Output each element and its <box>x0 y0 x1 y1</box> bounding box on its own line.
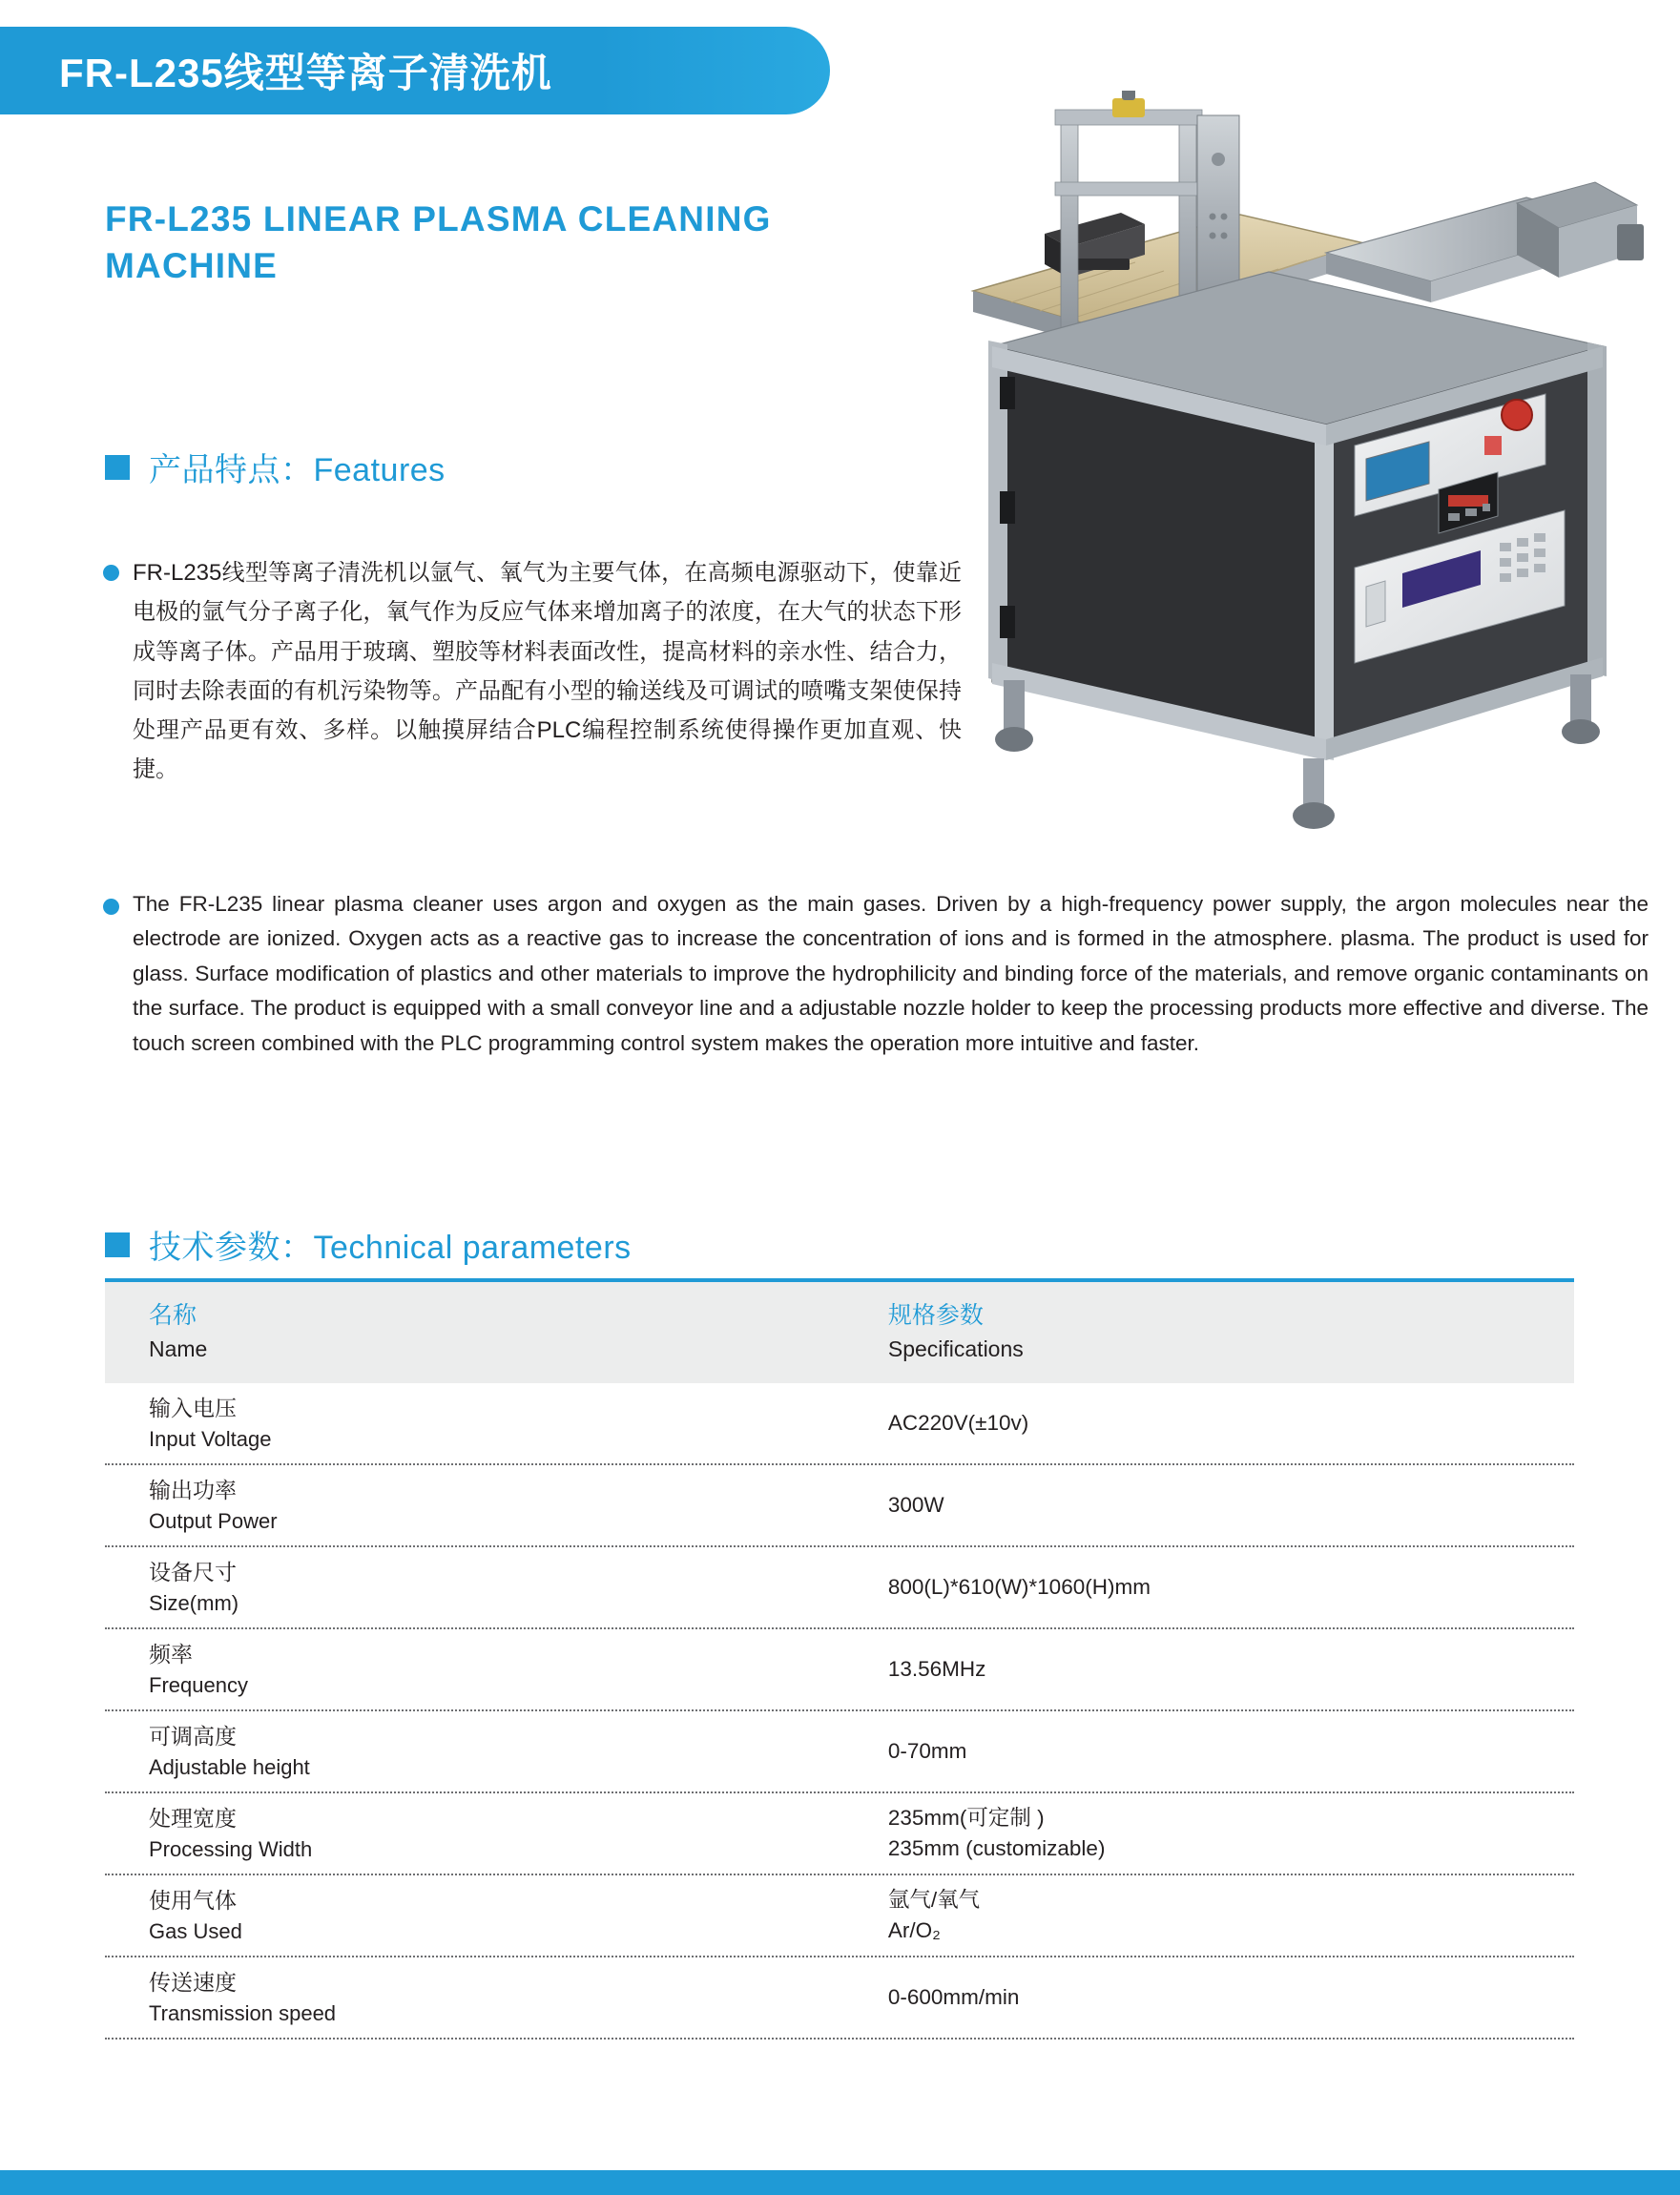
table-row <box>105 1383 1574 1465</box>
table-cell-name <box>105 1967 844 2029</box>
table-header-spec-en: Specifications <box>887 1336 1024 1361</box>
feature-paragraph-cn <box>103 553 962 790</box>
table-body <box>105 1383 1574 2040</box>
param-name-cn: 可调高度 <box>149 1723 237 1749</box>
param-value: 300W <box>887 1492 944 1517</box>
square-bullet-icon <box>105 455 130 480</box>
param-name-cn: 传送速度 <box>149 1969 237 1995</box>
table-cell-spec <box>844 1982 1574 2014</box>
product-title-en: FR-L235 LINEAR PLASMA CLEANING MACHINE <box>105 199 772 286</box>
param-name-cn: 频率 <box>149 1641 193 1667</box>
machine-illustration <box>954 91 1650 854</box>
feature-paragraph-en <box>103 887 1649 1061</box>
parameters-heading-label: 技术参数：Technical parameters <box>149 1230 632 1266</box>
table-cell-spec <box>844 1572 1574 1604</box>
table-cell-name <box>105 1885 844 1947</box>
table-row <box>105 1957 1574 2040</box>
table-row <box>105 1547 1574 1629</box>
param-value: 氩气/氧气 <box>887 1887 981 1912</box>
table-cell-name <box>105 1721 844 1783</box>
param-value: 800(L)*610(W)*1060(H)mm <box>887 1574 1151 1599</box>
table-header-row <box>105 1282 1574 1383</box>
table-row <box>105 1465 1574 1547</box>
table-cell-name <box>105 1393 844 1455</box>
features-section-heading <box>105 444 446 490</box>
footer-bar <box>0 2170 1680 2195</box>
parameters-section-heading <box>105 1221 632 1268</box>
dot-bullet-icon <box>103 565 119 581</box>
features-heading-label: 产品特点：Features <box>149 452 446 488</box>
param-value: AC220V(±10v) <box>887 1410 1029 1435</box>
table-cell-name <box>105 1639 844 1701</box>
table-cell-spec <box>844 1803 1574 1865</box>
param-value: 235mm(可定制 ) <box>887 1805 1045 1830</box>
feature-text-cn: FR-L235线型等离子清洗机以氩气、氧气为主要气体，在高频电源驱动下，使靠近电极的氩气分子离子化，氧气作为反应气体来增加离子的浓度，在大气的状态下形成等离子体。产品用于玻璃、塑胶等材料表面改性，提高材料的亲水性、结合力，同时去除表面的有机污染物等。产品配有小型的输送线及可调试的喷嘴支架使保持处理产品更有效、多样。以触摸屏结合PLC编程控制系统使得操作更加直观、快捷。 <box>133 560 962 783</box>
table-row <box>105 1793 1574 1875</box>
param-name-en: Processing Width <box>149 1836 313 1861</box>
param-name-en: Transmission speed <box>149 2000 337 2025</box>
table-header-name-cn: 名称 <box>149 1302 197 1329</box>
table-row <box>105 1629 1574 1711</box>
table-cell-spec <box>844 1736 1574 1768</box>
param-name-en: Gas Used <box>149 1918 242 1943</box>
table-cell-spec <box>844 1885 1574 1947</box>
table-cell-name <box>105 1803 844 1865</box>
param-name-en: Frequency <box>149 1672 248 1697</box>
param-name-cn: 处理宽度 <box>149 1805 237 1831</box>
table-header-spec <box>844 1299 1574 1364</box>
param-value: 0-70mm <box>887 1738 967 1763</box>
param-name-cn: 设备尺寸 <box>149 1559 237 1584</box>
param-name-en: Size(mm) <box>149 1590 239 1615</box>
param-value: 13.56MHz <box>887 1656 986 1681</box>
table-header-name-en: Name <box>149 1336 208 1361</box>
header-banner <box>0 27 830 114</box>
table-cell-spec <box>844 1654 1574 1686</box>
table-cell-name <box>105 1557 844 1619</box>
technical-parameters-table <box>105 1278 1574 2040</box>
table-cell-spec <box>844 1490 1574 1522</box>
feature-text-en: The FR-L235 linear plasma cleaner uses argon and oxygen as the main gases. Driven by a high-frequency power supply, the argon molecules near the electrode are ionized. Oxygen acts as a reactive gas to increase the concentration of ions and is formed in the atmosphere. plasma. The product is used for glass. Surface modification of plastics and other materials to improve the hydrophilicity and binding force of the materials, and remove organic contaminants on the surface. The product is equipped with a small conveyor line and a adjustable nozzle holder to keep the processing products more effective and diverse. The touch screen combined with the PLC programming control system makes the operation more intuitive and faster. <box>133 892 1649 1055</box>
table-cell-name <box>105 1475 844 1537</box>
param-name-cn: 输出功率 <box>149 1477 237 1502</box>
param-value-secondary: 235mm (customizable) <box>887 1836 1106 1861</box>
param-name-en: Adjustable height <box>149 1754 310 1779</box>
dot-bullet-icon <box>103 899 119 915</box>
table-row <box>105 1711 1574 1793</box>
param-name-cn: 输入电压 <box>149 1395 237 1420</box>
table-header-name <box>105 1299 844 1364</box>
table-header-spec-cn: 规格参数 <box>887 1302 984 1329</box>
param-value-secondary: Ar/O₂ <box>887 1918 941 1943</box>
param-name-cn: 使用气体 <box>149 1887 237 1913</box>
square-bullet-icon <box>105 1232 130 1257</box>
table-cell-spec <box>844 1408 1574 1439</box>
table-row <box>105 1875 1574 1957</box>
page-title: FR-L235线型等离子清洗机 <box>59 51 552 95</box>
param-name-en: Input Voltage <box>149 1426 272 1451</box>
param-value: 0-600mm/min <box>887 1984 1020 2009</box>
param-name-en: Output Power <box>149 1508 278 1533</box>
